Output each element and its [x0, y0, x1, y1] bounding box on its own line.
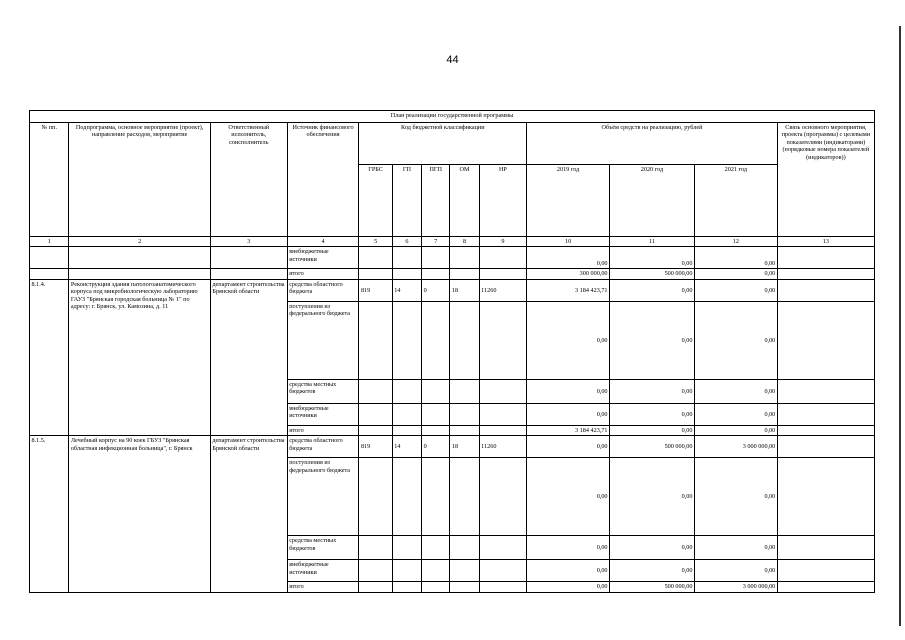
source-cell: поступления из федерального бюджета	[287, 301, 359, 379]
code-pgp	[422, 379, 450, 403]
amount-v2020: 0,00	[610, 536, 695, 560]
program-plan-table	[29, 110, 875, 593]
empty-cell	[359, 269, 392, 279]
code-np	[479, 301, 526, 379]
amount-v2019: 0,00	[527, 560, 610, 582]
code-grbs	[359, 301, 392, 379]
empty-cell	[450, 247, 479, 269]
empty-cell	[777, 247, 874, 269]
source-cell: итого	[287, 269, 359, 279]
code-om	[450, 582, 479, 592]
column-index-cell: 5	[359, 237, 392, 247]
empty-cell	[359, 247, 392, 269]
source-cell: средства местных бюджетов	[287, 379, 359, 403]
code-om	[450, 458, 479, 536]
amount-v2020: 0,00	[610, 247, 695, 269]
amount-v2021: 0,00	[694, 247, 777, 269]
column-index-cell: 9	[479, 237, 526, 247]
amount-v2019: 0,00	[527, 379, 610, 403]
source-cell: внебюджетные источники	[287, 403, 359, 425]
header-source: Источник финансового обеспечения	[287, 123, 359, 237]
code-pgp	[422, 582, 450, 592]
amount-v2019: 0,00	[527, 436, 610, 458]
header-2021: 2021 год	[694, 165, 777, 237]
header-2019: 2019 год	[527, 165, 610, 237]
amount-v2020: 0,00	[610, 403, 695, 425]
header-subprogram: Подпрограмма, основное мероприятие (проект), направление расходов, мероприятие	[69, 123, 210, 237]
empty-cell	[69, 247, 210, 269]
amount-v2021: 0,00	[694, 379, 777, 403]
source-cell: внебюджетные источники	[287, 247, 359, 269]
code-om	[450, 403, 479, 425]
empty-cell	[210, 247, 287, 269]
table-row	[30, 436, 875, 458]
code-np	[479, 379, 526, 403]
column-index-cell: 10	[527, 237, 610, 247]
amount-v2020: 0,00	[610, 560, 695, 582]
header-grbs: ГРБС	[359, 165, 392, 237]
code-grbs: 819	[359, 436, 392, 458]
amount-v2019: 0,00	[527, 458, 610, 536]
empty-cell	[777, 269, 874, 279]
empty-cell	[479, 247, 526, 269]
code-pgp	[422, 458, 450, 536]
code-gp	[392, 582, 421, 592]
code-pgp	[422, 536, 450, 560]
column-index-cell: 3	[210, 237, 287, 247]
empty-cell	[392, 269, 421, 279]
code-pgp	[422, 560, 450, 582]
source-cell: итого	[287, 425, 359, 435]
column-index-cell: 13	[777, 237, 874, 247]
amount-v2019: 0,00	[527, 247, 610, 269]
amount-v2021: 0,00	[694, 269, 777, 279]
code-om	[450, 560, 479, 582]
source-cell: внебюджетные источники	[287, 560, 359, 582]
code-pgp: 0	[422, 279, 450, 301]
table-row	[30, 269, 875, 279]
amount-v2019: 0,00	[527, 582, 610, 592]
code-np	[479, 560, 526, 582]
code-gp	[392, 379, 421, 403]
amount-v2021: 0,00	[694, 425, 777, 435]
code-om: 18	[450, 436, 479, 458]
indicator-link-cell	[777, 560, 874, 582]
code-pgp	[422, 301, 450, 379]
table-row	[30, 279, 875, 301]
code-om	[450, 536, 479, 560]
header-pgp: ПГП	[422, 165, 450, 237]
empty-cell	[30, 269, 69, 279]
code-gp	[392, 301, 421, 379]
code-om	[450, 301, 479, 379]
code-np	[479, 536, 526, 560]
indicator-link-cell	[777, 379, 874, 403]
table-body	[30, 247, 875, 592]
indicator-link-cell	[777, 458, 874, 536]
amount-v2019: 0,00	[527, 403, 610, 425]
empty-cell	[450, 269, 479, 279]
amount-v2021: 0,00	[694, 301, 777, 379]
amount-v2021: 0,00	[694, 560, 777, 582]
code-np	[479, 403, 526, 425]
header-executor: Ответственный исполнитель, соисполнитель	[210, 123, 287, 237]
empty-cell	[69, 269, 210, 279]
column-index-cell: 1	[30, 237, 69, 247]
code-np	[479, 458, 526, 536]
amount-v2020: 500 000,00	[610, 582, 695, 592]
code-grbs	[359, 403, 392, 425]
header-gp: ГП	[392, 165, 421, 237]
amount-v2019: 3 184 423,71	[527, 425, 610, 435]
empty-cell	[30, 247, 69, 269]
column-index-cell: 8	[450, 237, 479, 247]
source-cell: средства областного бюджета	[287, 436, 359, 458]
item-name: Лечебный корпус на 90 коек ГБУЗ "Брянская областная инфекционная больница", г. Брянск	[69, 436, 210, 592]
item-executor: департамент строительства Брянской области	[210, 279, 287, 435]
amount-v2020: 500 000,00	[610, 436, 695, 458]
code-grbs	[359, 582, 392, 592]
column-index-cell: 4	[287, 237, 359, 247]
amount-v2019: 0,00	[527, 301, 610, 379]
page-number: 44	[446, 54, 459, 66]
code-om	[450, 379, 479, 403]
column-index-cell: 6	[392, 237, 421, 247]
code-grbs	[359, 458, 392, 536]
amount-v2020: 500 000,00	[610, 269, 695, 279]
header-row-1	[30, 123, 875, 165]
item-number: 8.1.4.	[30, 279, 69, 435]
code-np: 11260	[479, 436, 526, 458]
header-2020: 2020 год	[610, 165, 695, 237]
column-index-row	[30, 237, 875, 247]
page-edge-rule	[899, 26, 901, 626]
item-name: Реконструкция здания патологоанатомического корпуса под микробиологическую лабораторию ГАУЗ "Брянская городская больница № 1" по адресу: г. Брянск, ул. Камозина, д. 11	[69, 279, 210, 435]
code-grbs	[359, 425, 392, 435]
column-index-cell: 11	[610, 237, 695, 247]
header-num: № пп.	[30, 123, 69, 237]
amount-v2021: 0,00	[694, 279, 777, 301]
indicator-link-cell	[777, 436, 874, 458]
code-om	[450, 425, 479, 435]
amount-v2021: 3 000 000,00	[694, 582, 777, 592]
code-gp	[392, 458, 421, 536]
header-np: НР	[479, 165, 526, 237]
code-np	[479, 425, 526, 435]
column-index-cell: 12	[694, 237, 777, 247]
amount-v2019: 300 000,00	[527, 269, 610, 279]
empty-cell	[210, 269, 287, 279]
amount-v2020: 0,00	[610, 458, 695, 536]
amount-v2019: 3 184 423,71	[527, 279, 610, 301]
source-cell: поступления из федерального бюджета	[287, 458, 359, 536]
column-index-cell: 2	[69, 237, 210, 247]
code-gp: 14	[392, 279, 421, 301]
empty-cell	[422, 269, 450, 279]
code-pgp	[422, 403, 450, 425]
indicator-link-cell	[777, 279, 874, 301]
empty-cell	[422, 247, 450, 269]
code-grbs	[359, 560, 392, 582]
indicator-link-cell	[777, 425, 874, 435]
indicator-link-cell	[777, 582, 874, 592]
indicator-link-cell	[777, 536, 874, 560]
code-om: 18	[450, 279, 479, 301]
empty-cell	[392, 247, 421, 269]
amount-v2021: 0,00	[694, 403, 777, 425]
source-cell: итого	[287, 582, 359, 592]
indicator-link-cell	[777, 301, 874, 379]
code-gp	[392, 560, 421, 582]
amount-v2021: 3 000 000,00	[694, 436, 777, 458]
code-gp: 14	[392, 436, 421, 458]
column-index-cell: 7	[422, 237, 450, 247]
code-np: 11260	[479, 279, 526, 301]
table-row	[30, 247, 875, 269]
code-pgp: 0	[422, 436, 450, 458]
header-volume: Объём средств на реализацию, рублей	[527, 123, 778, 165]
code-gp	[392, 403, 421, 425]
source-cell: средства местных бюджетов	[287, 536, 359, 560]
code-gp	[392, 425, 421, 435]
code-grbs	[359, 379, 392, 403]
code-gp	[392, 536, 421, 560]
header-link: Связь основного мероприятия, проекта (программы) с целевыми показателями (индикаторами) (порядковые номера показателей (индикаторов))	[777, 123, 874, 237]
header-om: ОМ	[450, 165, 479, 237]
amount-v2020: 0,00	[610, 279, 695, 301]
source-cell: средства областного бюджета	[287, 279, 359, 301]
amount-v2020: 0,00	[610, 301, 695, 379]
item-number: 8.1.5.	[30, 436, 69, 592]
empty-cell	[479, 269, 526, 279]
amount-v2020: 0,00	[610, 425, 695, 435]
indicator-link-cell	[777, 403, 874, 425]
code-grbs: 819	[359, 279, 392, 301]
amount-v2021: 0,00	[694, 458, 777, 536]
table-title-row	[30, 111, 875, 123]
amount-v2020: 0,00	[610, 379, 695, 403]
code-pgp	[422, 425, 450, 435]
table-title: План реализации государственной программы	[30, 111, 875, 123]
amount-v2019: 0,00	[527, 536, 610, 560]
code-grbs	[359, 536, 392, 560]
amount-v2021: 0,00	[694, 536, 777, 560]
code-np	[479, 582, 526, 592]
item-executor: департамент строительства Брянской области	[210, 436, 287, 592]
header-budget-code: Код бюджетной классификации	[359, 123, 527, 165]
